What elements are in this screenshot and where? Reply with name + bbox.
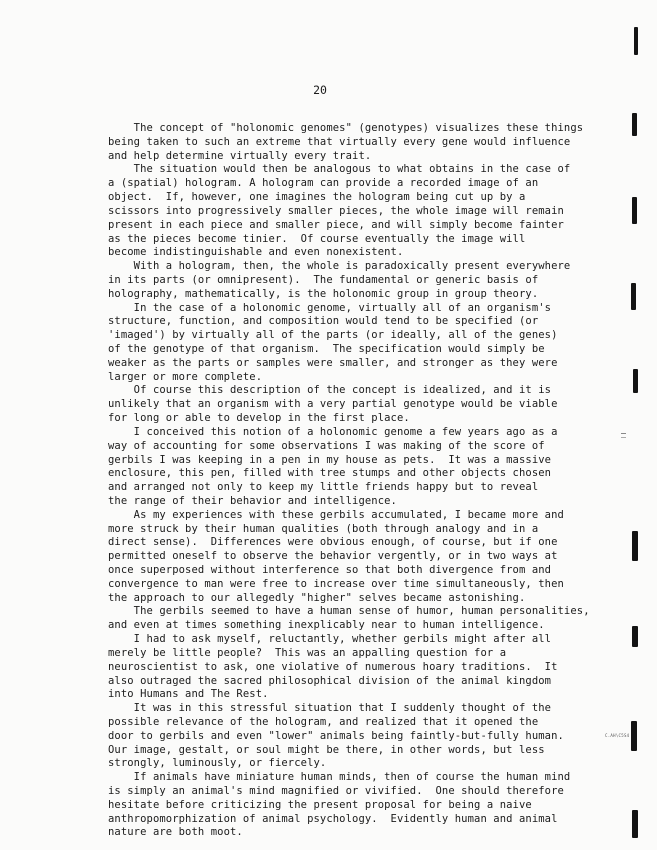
margin-stamp: C.AH\C5S4 (605, 733, 630, 738)
text-line: 'imaged') by virtually all of the parts (or ideally, all of the genes) (108, 329, 558, 342)
text-line: unlikely that an organism with a very partial genotype would be viable (108, 398, 558, 411)
text-line: The gerbils seemed to have a human sense of humor, human personalities, (108, 605, 590, 618)
text-line: and even at times something inexplicably near to human intelligence. (108, 619, 545, 632)
text-line: merely be little people? This was an appalling question for a (108, 646, 507, 659)
text-line: in its parts (or omnipresent). The fundamental or generic basis of (108, 273, 539, 286)
text-line: once superposed without interference so that both divergence from and (108, 564, 552, 576)
margin-mark (632, 626, 638, 647)
text-line: neuroscientist to ask, one violative of numerous hoary traditions. It (108, 660, 558, 673)
text-line: the range of their behavior and intelligence. (108, 494, 397, 507)
margin-tick (621, 437, 626, 438)
text-line: into Humans and The Rest. (108, 688, 269, 701)
text-line: I had to ask myself, reluctantly, whether gerbils might after all (108, 633, 552, 646)
text-line: I conceived this notion of a holonomic genome a few years ago as a (108, 425, 558, 438)
margin-mark (632, 197, 637, 224)
text-line: is simply an animal's mind magnified or vivified. One should therefore (108, 785, 564, 797)
text-line: As my experiences with these gerbils accumulated, I became more and (108, 508, 564, 521)
text-line: larger or more complete. (108, 370, 263, 383)
margin-mark (633, 369, 638, 393)
text-line: also outraged the sacred philosophical division of the animal kingdom (108, 674, 552, 687)
text-line: enclosure, this pen, filled with tree stumps and other objects chosen (108, 467, 552, 480)
text-line: structure, function, and composition would tend to be specified (or (108, 315, 539, 328)
text-line: being taken to such an extreme that virtually every gene would influence (108, 135, 571, 148)
text-line: The concept of "holonomic genomes" (genotypes) visualizes these things (108, 122, 584, 134)
text-line: as the pieces become tinier. Of course eventually the image will (108, 232, 526, 245)
text-line: the approach to our allegedly "higher" selves became astonishing. (108, 591, 526, 604)
text-line: anthropomorphization of animal psychology. Evidently human and animal (108, 812, 558, 825)
text-line: possible relevance of the hologram, and realized that it opened the (108, 715, 539, 728)
text-line: holography, mathematically, is the holonomic group in group theory. (108, 287, 539, 300)
text-line: and help determine virtually every trait. (108, 149, 372, 162)
text-line: scissors into progressively smaller pieces, the whole image will remain (108, 204, 564, 217)
margin-mark (632, 810, 638, 838)
text-line: convergence to man were free to increase over time simultaneously, then (108, 577, 564, 590)
margin-mark (634, 27, 638, 55)
text-line: It was in this stressful situation that I suddenly thought of the (108, 702, 552, 715)
margin-mark (632, 531, 638, 561)
text-line: more struck by their human qualities (both through analogy and in a (108, 522, 539, 535)
text-line: Our image, gestalt, or soul might be there, in other words, but less (108, 743, 545, 756)
text-line: If animals have miniature human minds, then of course the human mind (108, 771, 571, 784)
text-line: and arranged not only to keep my little friends happy but to reveal (108, 481, 539, 494)
text-line: With a hologram, then, the whole is paradoxically present everywhere (108, 260, 571, 273)
page-number: 20 (313, 83, 327, 97)
text-line: The situation would then be analogous to what obtains in the case of (108, 163, 571, 176)
text-line: object. If, however, one imagines the hologram being cut up by a (108, 191, 526, 204)
text-line: nature are both moot. (108, 826, 243, 839)
text-line: weaker as the parts or samples were smaller, and stronger as they were (108, 356, 558, 369)
margin-mark (632, 113, 637, 136)
body-text (108, 122, 590, 840)
text-line: strongly, luminously, or fiercely. (108, 757, 327, 770)
text-line: direct sense). Differences were obvious enough, of course, but if one (108, 536, 558, 549)
text-line: become indistinguishable and even nonexistent. (108, 246, 404, 259)
text-line: permitted oneself to observe the behavior vergently, or in two ways at (108, 550, 558, 563)
text-line: Of course this description of the concept is idealized, and it is (108, 384, 552, 397)
margin-mark (631, 721, 637, 751)
margin-mark (631, 283, 636, 310)
text-line: In the case of a holonomic genome, virtually all of an organism's (108, 301, 552, 314)
text-line: for long or able to develop in the first place. (108, 412, 410, 425)
text-line: present in each piece and smaller piece, and will simply become fainter (108, 218, 564, 231)
margin-tick (621, 433, 626, 434)
text-line: a (spatial) hologram. A hologram can provide a recorded image of an (108, 177, 539, 190)
text-line: hesitate before criticizing the present proposal for being a naive (108, 798, 532, 811)
text-line: gerbils I was keeping in a pen in my house as pets. It was a massive (108, 453, 552, 466)
text-line: door to gerbils and even "lower" animals being faintly-but-fully human. (108, 729, 564, 742)
text-line: of the genotype of that organism. The specification would simply be (108, 343, 545, 355)
text-line: way of accounting for some observations I was making of the score of (108, 439, 545, 452)
